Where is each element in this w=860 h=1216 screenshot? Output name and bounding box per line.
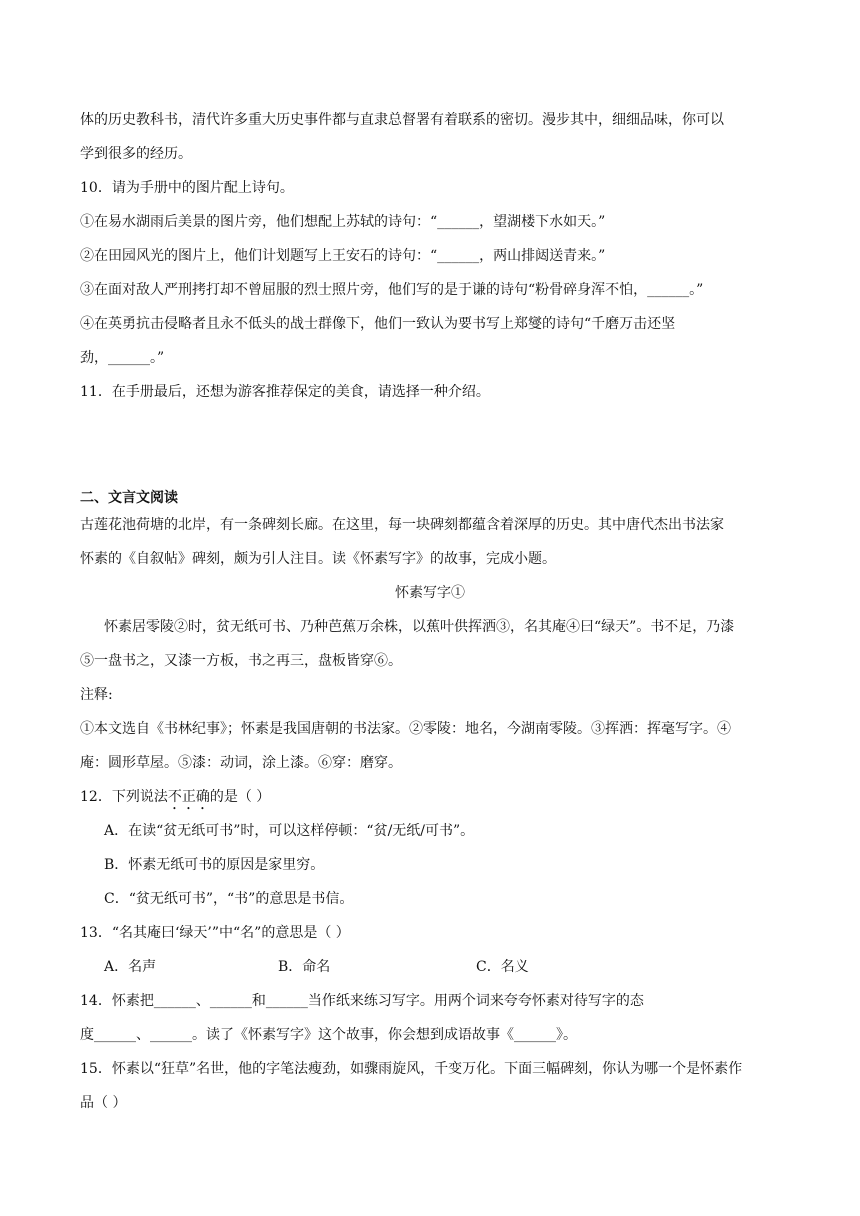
q12-stem-b: 的是（ ）: [209, 789, 271, 805]
notes-label: 注释:: [80, 687, 113, 703]
section-2-intro-2: 怀素的《自叙帖》碑刻，颇为引人注目。读《怀素写字》的故事，完成小题。: [80, 551, 556, 567]
question-13-stem: 13．“名其庵曰‘绿天’”中“名”的意思是（ ）: [80, 925, 350, 941]
question-13-options: [104, 957, 529, 977]
passage-text-1: 怀素居零陵②时，贫无纸可书、乃种芭蕉万余株，以蕉叶供挥洒③，名其庵④曰“绿天”。书不足，乃漆: [104, 619, 735, 635]
question-15-line-1: 15．怀素以“狂草”名世，他的字笔法瘦劲，如骤雨旋风，千变万化。下面三幅碑刻，你认为哪一个是怀素作: [80, 1061, 743, 1077]
question-12-option-c: C．“贫无纸可书”，“书”的意思是书信。: [104, 891, 354, 907]
question-12-option-b: B．怀素无纸可书的原因是家里穷。: [104, 857, 325, 873]
question-14-line-2: 度______、______。读了《怀素写字》这个故事，你会想到成语故事《______》。: [80, 1027, 577, 1043]
q13-option-a: A．名声: [104, 959, 157, 975]
intro-line-2: 学到很多的经历。: [80, 146, 192, 162]
question-12-stem: [80, 787, 270, 813]
passage-title: 怀素写字①: [395, 585, 465, 601]
question-10-item-4b: 劲，______。”: [80, 350, 165, 366]
question-15-line-2: 品（ ）: [80, 1095, 127, 1111]
question-10-item-4a: ④在英勇抗击侵略者且永不低头的战士群像下，他们一致认为要书写上郑燮的诗句“千磨万击还坚: [80, 316, 676, 332]
q12-stem-a: 12．下列说法: [80, 789, 168, 805]
notes-line-1: ①本文选自《书林纪事》；怀素是我国唐朝的书法家。②零陵：地名，今湖南零陵。③挥洒：挥毫写字。④: [80, 721, 731, 737]
question-12-option-a: A．在读“贫无纸可书”时，可以这样停顿：“贫/无纸/可书”。: [104, 823, 475, 839]
question-10-item-1: ①在易水湖雨后美景的图片旁，他们想配上苏轼的诗句：“______，望湖楼下水如天。”: [80, 214, 606, 230]
section-2-intro-1: 古莲花池荷塘的北岸，有一条碑刻长廊。在这里，每一块碑刻都蕴含着深厚的历史。其中唐代杰出书法家: [80, 517, 724, 533]
question-11: 11．在手册最后，还想为游客推荐保定的美食，请选择一种介绍。: [80, 384, 490, 400]
notes-line-2: 庵：圆形草屋。⑤漆：动词，涂上漆。⑥穿：磨穿。: [80, 755, 402, 771]
question-10-item-2: ②在田园风光的图片上，他们计划题写上王安石的诗句：“______，两山排闼送青来。”: [80, 248, 606, 264]
q12-stem-emphasis: 不正确: [167, 789, 210, 805]
q13-option-b: B．命名: [278, 959, 331, 975]
passage-text-2: ⑤一盘书之，又漆一方板，书之再三，盘板皆穿⑥。: [80, 653, 402, 669]
intro-line-1: 体的历史教科书，清代许多重大历史事件都与直隶总督署有着联系的密切。漫步其中，细细品味，你可以: [80, 112, 724, 128]
question-10-stem: 10．请为手册中的图片配上诗句。: [80, 180, 294, 196]
question-10-item-3: ③在面对敌人严刑拷打却不曾屈服的烈士照片旁，他们写的是于谦的诗句“粉骨碎身浑不怕，______。”: [80, 282, 704, 298]
q13-option-c: C．名义: [476, 959, 529, 975]
question-14-line-1: 14．怀素把______、______和______当作纸来练习写字。用两个词来夸夸怀素对待写字的态: [80, 993, 644, 1009]
section-2-heading: 二、文言文阅读: [80, 490, 178, 506]
